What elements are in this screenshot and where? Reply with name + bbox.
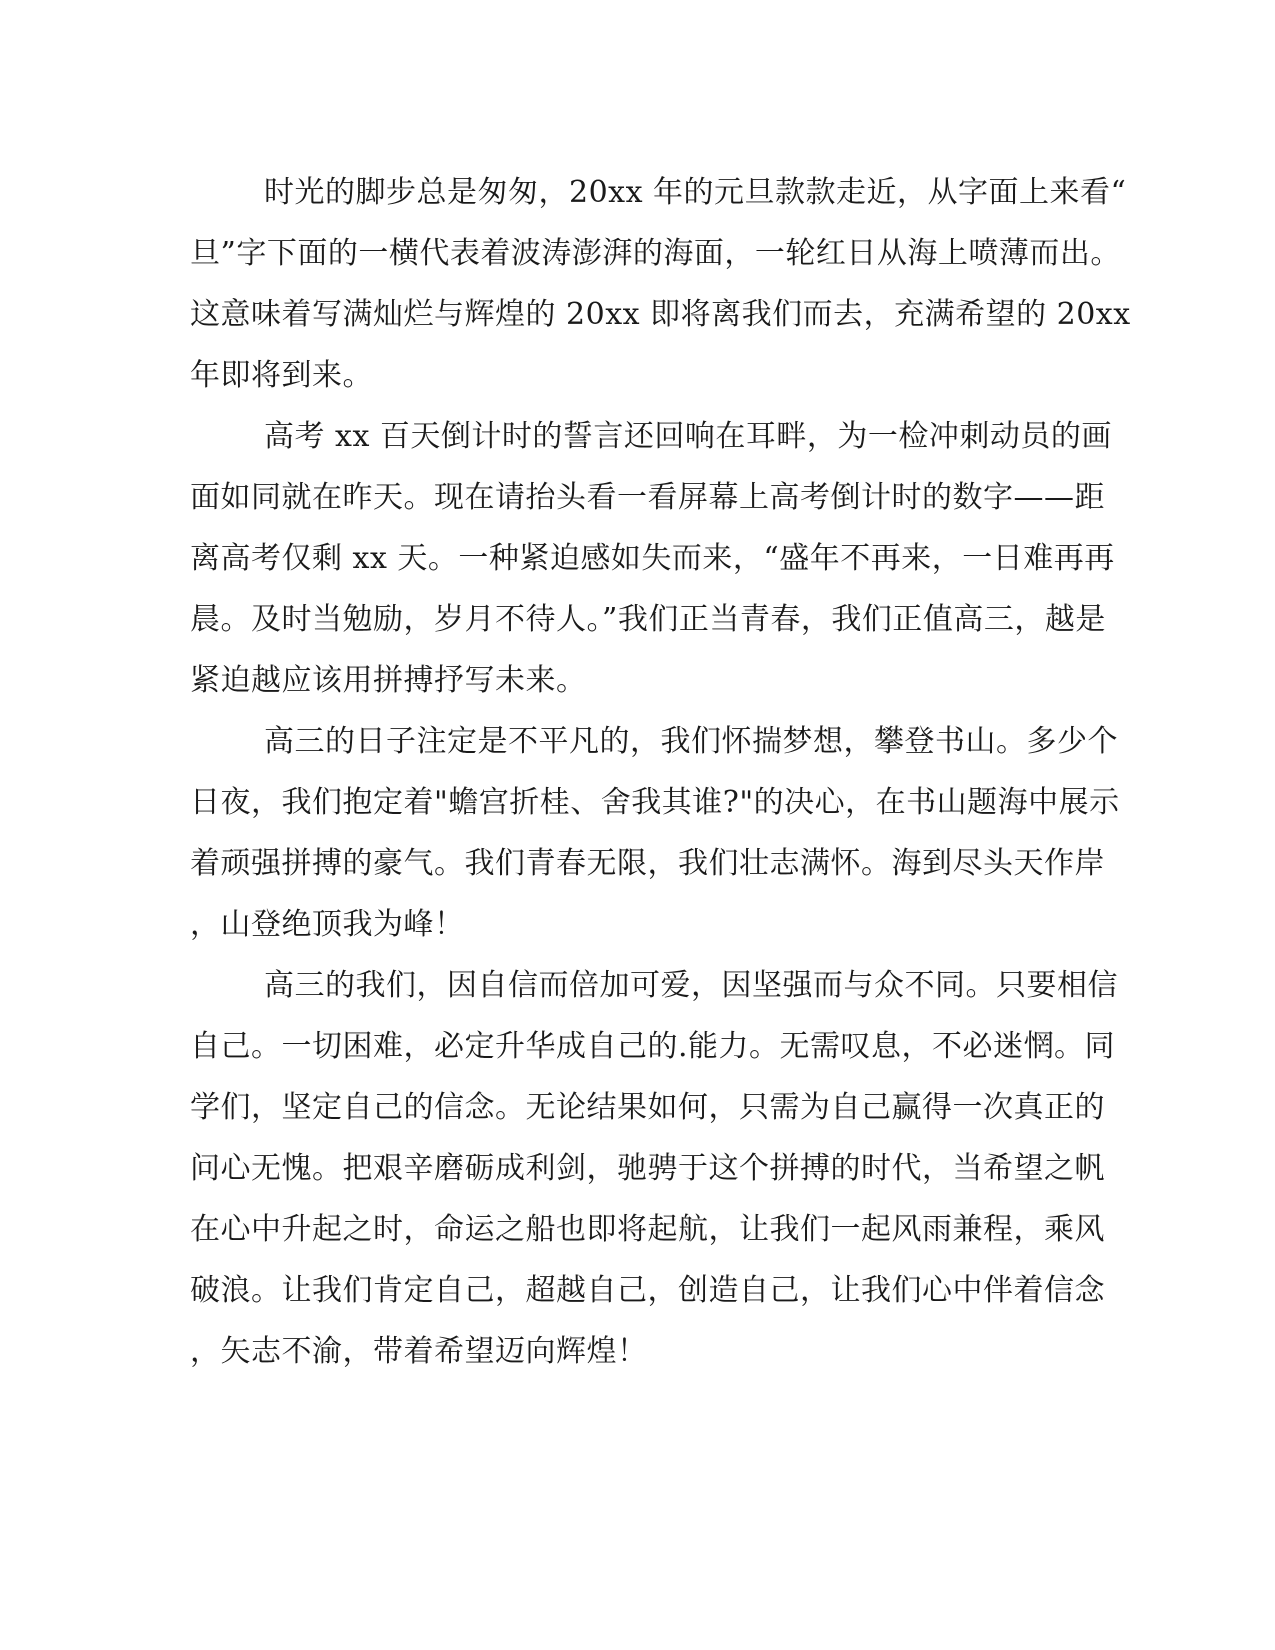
text-line: 年即将到来。 xyxy=(190,358,373,393)
document-body xyxy=(190,162,1131,1382)
paragraph-2 xyxy=(190,406,1115,711)
text-line: 日夜，我们抱定着"蟾宫折桂、舍我其谁?"的决心，在书山题海中展示 xyxy=(190,785,1120,820)
text-line: 高三的日子注定是不平凡的，我们怀揣梦想，攀登书山。多少个 xyxy=(264,724,1118,759)
text-line: 旦”字下面的一横代表着波涛澎湃的海面，一轮红日从海上喷薄而出。 xyxy=(190,236,1121,271)
text-line: 破浪。让我们肯定自己，超越自己，创造自己，让我们心中伴着信念 xyxy=(190,1273,1105,1308)
text-line: 高考 xx 百天倒计时的誓言还回响在耳畔，为一检冲刺动员的画 xyxy=(264,419,1112,454)
text-line: 这意味着写满灿烂与辉煌的 20xx 即将离我们而去，充满希望的 20xx xyxy=(190,297,1131,332)
text-line: 离高考仅剩 xx 天。一种紧迫感如失而来，“盛年不再来，一日难再再 xyxy=(190,541,1115,576)
text-line: 学们，坚定自己的信念。无论结果如何，只需为自己赢得一次真正的 xyxy=(190,1090,1105,1125)
text-line: ，矢志不渝，带着希望迈向辉煌！ xyxy=(190,1334,648,1369)
text-line: 问心无愧。把艰辛磨砺成利剑，驰骋于这个拼搏的时代，当希望之帆 xyxy=(190,1151,1105,1186)
text-line: 在心中升起之时，命运之船也即将起航，让我们一起风雨兼程，乘风 xyxy=(190,1212,1105,1247)
text-line: 自己。一切困难，必定升华成自己的.能力。无需叹息，不必迷惘。同 xyxy=(190,1029,1116,1064)
paragraph-3 xyxy=(190,711,1120,955)
text-line: 紧迫越应该用拼搏抒写未来。 xyxy=(190,663,587,698)
text-line: 面如同就在昨天。现在请抬头看一看屏幕上高考倒计时的数字——距 xyxy=(190,480,1105,515)
text-line: 时光的脚步总是匆匆，20xx 年的元旦款款走近，从字面上来看“ xyxy=(264,175,1127,210)
text-line: 高三的我们，因自信而倍加可爱，因坚强而与众不同。只要相信 xyxy=(264,968,1118,1003)
paragraph-4 xyxy=(190,955,1118,1382)
text-line: 着顽强拼搏的豪气。我们青春无限，我们壮志满怀。海到尽头天作岸 xyxy=(190,846,1105,881)
text-line: 晨。及时当勉励，岁月不待人。”我们正当青春，我们正值高三，越是 xyxy=(190,602,1106,637)
text-line: ，山登绝顶我为峰！ xyxy=(190,907,465,942)
paragraph-1 xyxy=(190,162,1131,406)
